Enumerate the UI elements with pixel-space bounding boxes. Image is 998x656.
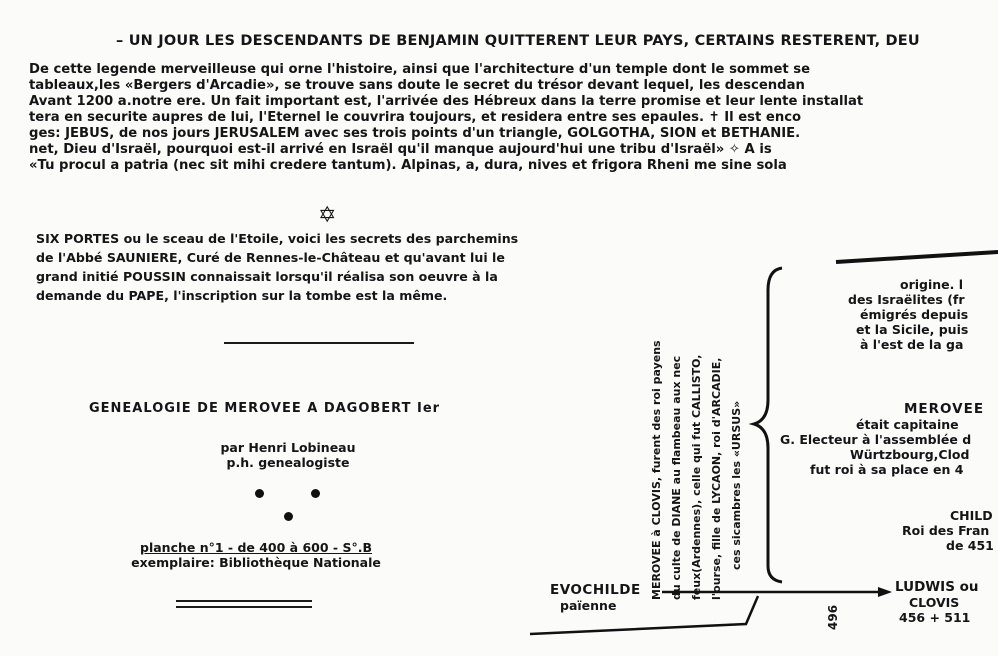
- origin-line: origine. l: [900, 277, 964, 292]
- left-line: grand initié POUSSIN connaissait lorsqu'il réalisa son oeuvre à la: [36, 269, 498, 284]
- paragraph-line: Avant 1200 a.notre ere. Un fait important est, l'arrivée des Hébreux dans la terre promise et leur lente installat: [29, 94, 864, 109]
- merovee-line: était capitaine: [856, 417, 959, 432]
- left-line: demande du PAPE, l'inscription sur la tombe est la même.: [36, 288, 448, 303]
- plate-line: planche n°1 - de 400 à 600 - S°.B: [140, 540, 372, 555]
- vertical-text: ces sicambres les «URSUS»: [730, 400, 743, 570]
- ludwis-line: CLOVIS: [909, 595, 960, 610]
- vertical-text: feux(Ardennes), celle qui fut CALLISTO,: [690, 354, 703, 600]
- paragraph-line: tableaux,les «Bergers d'Arcadie», se trouve sans doute le secret du trésor devant lequel, les descendan: [29, 78, 805, 93]
- ludwis-block: [895, 580, 979, 625]
- author-line: par Henri Lobineau: [220, 440, 356, 455]
- paragraph-line: net, Dieu d'Israël, pourquoi est-il arrivé en Israël qu'il manque aujourd'hui une tribu d'Israël» ✧ A is: [29, 142, 772, 157]
- plate-line: exemplaire: Bibliothèque Nationale: [131, 555, 381, 570]
- left-line: de l'Abbé SAUNIERE, Curé de Rennes-le-Château et qu'avant lui le: [36, 250, 505, 265]
- star-of-david-icon: ✡: [318, 203, 337, 228]
- author-line: p.h. genealogiste: [226, 455, 350, 470]
- paragraph-line: «Tu procul a patria (nec sit mihi credere tantum). Alpinas, a, dura, nives et frigora Rheni me sine sola: [29, 158, 787, 173]
- merovee-line: Würtzbourg,Clod: [850, 447, 970, 462]
- origin-block: [838, 277, 968, 352]
- origin-line: des Israëlites (fr: [848, 292, 965, 307]
- paragraph-line: De cette legende merveilleuse qui orne l'histoire, ainsi que l'architecture d'un temple dont le sommet se: [29, 62, 811, 77]
- vertical-text: l'ourse, fille de LYCAON, roi d'ARCADIE,: [710, 357, 723, 600]
- origin-line: à l'est de la ga: [860, 337, 964, 352]
- childeric-line: Roi des Fran: [902, 523, 990, 538]
- paragraph-line: ges: JEBUS, de nos jours JERUSALEM avec ses trois points d'un triangle, GOLGOTHA, SION et BETHANIE.: [29, 126, 801, 141]
- origin-line: et la Sicile, puis: [856, 322, 969, 337]
- header-line: – UN JOUR LES DESCENDANTS DE BENJAMIN QUITTERENT LEUR PAYS, CERTAINS RESTERENT, DEU: [116, 33, 920, 49]
- paragraph-line: tera en securite aupres de lui, l'Eternel le couvrira toujours, et residera entre ses epaules. ✝ Il est enco: [29, 110, 802, 125]
- genealogy-title: GENEALOGIE DE MEROVEE A DAGOBERT Ier: [89, 401, 441, 416]
- childeric-name: CHILD: [950, 508, 993, 523]
- evochilde-name: EVOCHILDE: [550, 582, 641, 598]
- evochilde-block: [550, 583, 641, 613]
- merovee-line: fut roi à sa place en 4: [810, 462, 964, 477]
- merovee-name: MEROVEE: [904, 401, 985, 417]
- evochilde-line: païenne: [560, 598, 617, 613]
- year-fragment: 496: [826, 604, 840, 630]
- ludwis-line: 456 + 511: [899, 610, 971, 625]
- merovee-block: [780, 402, 984, 477]
- origin-line: émigrés depuis: [860, 307, 969, 322]
- childeric-line: de 451: [946, 538, 994, 553]
- ludwis-name: LUDWIS ou: [895, 579, 979, 595]
- childeric-block: [900, 508, 994, 553]
- merovee-line: G. Electeur à l'assemblée d: [780, 432, 972, 447]
- left-line: SIX PORTES ou le sceau de l'Etoile, voici les secrets des parchemins: [36, 231, 519, 246]
- vertical-text: du culte de DIANE au flambeau aux nec: [670, 355, 683, 600]
- vertical-text: MEROVEE à CLOVIS, furent des roi payens: [650, 340, 663, 600]
